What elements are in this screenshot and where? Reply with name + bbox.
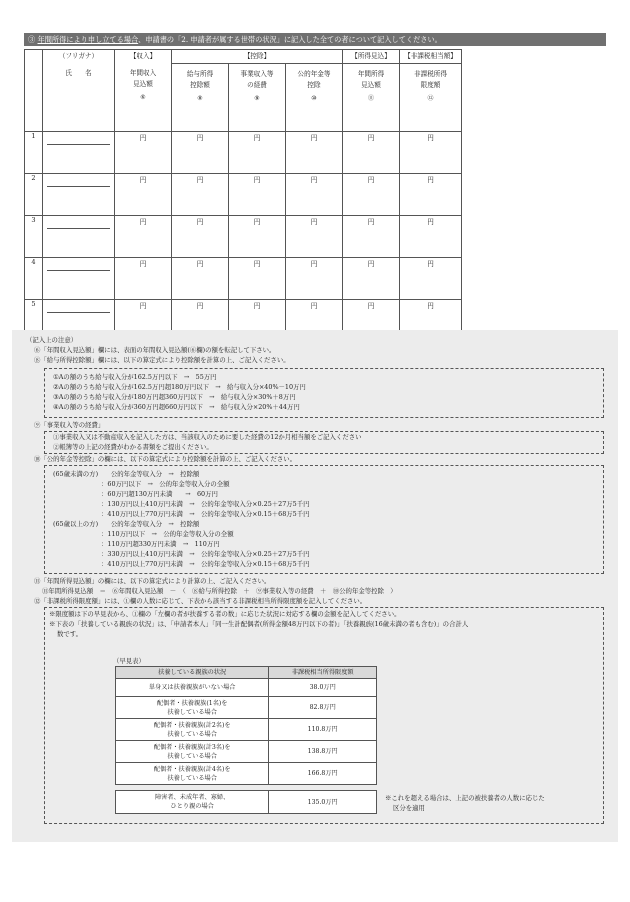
name-field[interactable] — [43, 271, 114, 297]
yen-unit: 円 — [310, 176, 318, 184]
yen-unit: 円 — [139, 176, 147, 184]
pension-line: ：60万円超130万円未満 → 60万円 — [101, 490, 218, 498]
amount-field[interactable] — [343, 174, 400, 216]
amount-field[interactable] — [286, 258, 343, 300]
banner-underlined: 年間所得により申し立てる場合 — [37, 35, 139, 44]
hayami-row — [116, 741, 377, 763]
hayami-row — [116, 679, 377, 697]
table-row — [25, 216, 462, 258]
hayami-amount: 166.8万円 — [269, 763, 377, 785]
yen-unit: 円 — [139, 134, 147, 142]
amount-field[interactable] — [400, 216, 462, 258]
yen-unit: 円 — [427, 260, 434, 268]
furigana-field[interactable] — [47, 258, 110, 271]
yen-unit: 円 — [196, 134, 204, 142]
notes-title: （記入上の注意） — [26, 336, 78, 344]
note-12-box — [44, 607, 604, 824]
hayami-amount: 138.8万円 — [269, 741, 377, 763]
row-number: 1 — [25, 132, 43, 174]
pension-line: (65歳以上の方) 公的年金等収入分 → 控除額 — [53, 520, 200, 528]
over-note: ※これを超える場合は、上記の被扶養者の人数に応じた — [385, 794, 545, 802]
name-cell[interactable] — [43, 258, 115, 300]
note-9-item: ①事業収入又は不動産収入を記入した方は、当該収入のために要した経費の12か月相当額をご記入ください — [53, 433, 362, 441]
pension-line: ：130万円以上410万円未満 → 公的年金等収入分×0.25＋27万5千円 — [101, 500, 310, 508]
table-row — [25, 258, 462, 300]
yen-unit: 円 — [196, 218, 204, 226]
note-8-box — [44, 368, 604, 418]
yen-unit: 円 — [139, 302, 147, 310]
hayami-amount: 38.0万円 — [269, 679, 377, 697]
note-10: ⑩「公的年金等控除」の欄には、以下の算定式により控除額を計算の上、ご記入ください。 — [34, 455, 297, 463]
amount-field[interactable] — [229, 216, 286, 258]
hayami-row — [116, 697, 377, 719]
hayami-row — [116, 763, 377, 785]
name-cell[interactable] — [43, 216, 115, 258]
yen-unit: 円 — [367, 302, 375, 310]
amount-field[interactable] — [343, 132, 400, 174]
row-number: 4 — [25, 258, 43, 300]
pension-line: ：110万円超330万円未満 → 110万円 — [101, 540, 220, 548]
yen-unit: 円 — [196, 302, 204, 310]
section-banner — [24, 33, 606, 46]
yen-unit: 円 — [253, 218, 261, 226]
header-deductions: 【控除】 給与所得 控除額 ⑧ 事業収入等 の経費 ⑨ 公的年金等 控除 ⑩ — [172, 50, 343, 132]
amount-field[interactable] — [172, 258, 229, 300]
header-business-expense: 事業収入等 の経費 ⑨ — [228, 64, 285, 131]
banner-number: ③ — [28, 35, 36, 44]
pension-line: ：330万円以上410万円未満 → 公的年金等収入分×0.25＋27万5千円 — [101, 550, 310, 558]
note-8-item: ②Aの額のうち給与収入分が162.5万円超180万円以下 → 給与収入分×40%－10万円 — [53, 383, 306, 391]
banner-text: 、申請書の「2. 申請者が属する世帯の状況」に記入した全ての者について記入してください。 — [138, 35, 442, 44]
name-field[interactable] — [43, 145, 114, 171]
furigana-field[interactable] — [47, 174, 110, 187]
yen-unit: 円 — [310, 260, 318, 268]
amount-field[interactable] — [115, 174, 172, 216]
yen-unit: 円 — [196, 260, 204, 268]
header-number — [25, 50, 43, 132]
note-6: ⑥「年間収入見込額」欄には、表面の年間収入見込額(⑥欄)の額を転記して下さい。 — [34, 346, 276, 354]
amount-field[interactable] — [115, 258, 172, 300]
header-salary-deduction: 給与所得 控除額 ⑧ — [186, 70, 214, 103]
yen-unit: 円 — [367, 176, 375, 184]
name-cell[interactable] — [43, 132, 115, 174]
note-9-box — [44, 431, 604, 454]
note-8-item: ③Aの額のうち給与収入分が180万円超360万円以下 → 給与収入分×30%＋8万円 — [53, 393, 296, 401]
amount-field[interactable] — [343, 216, 400, 258]
amount-field[interactable] — [229, 258, 286, 300]
yen-unit: 円 — [427, 218, 434, 226]
pension-line: ：60万円以下 → 公的年金等収入分の全額 — [101, 480, 230, 488]
header-pension-deduction: 公的年金等 控除 ⑩ — [285, 64, 342, 131]
hayami-status: 単身又は扶養親族がいない場合 — [116, 679, 269, 697]
name-cell[interactable] — [43, 174, 115, 216]
yen-unit: 円 — [427, 176, 434, 184]
yen-unit: 円 — [367, 260, 375, 268]
yen-unit: 円 — [310, 302, 318, 310]
amount-field[interactable] — [229, 132, 286, 174]
amount-field[interactable] — [400, 132, 462, 174]
pension-line: (65歳未満の方) 公的年金等収入分 → 控除額 — [53, 470, 200, 478]
yen-unit: 円 — [139, 218, 147, 226]
hayami-status: 配偶者・扶養親族(計3名)を 扶養している場合 — [116, 741, 269, 763]
hayami-status: 配偶者・扶養親族(計2名)を 扶養している場合 — [116, 719, 269, 741]
table-row — [25, 174, 462, 216]
hayami-row — [116, 719, 377, 741]
hayami-table-special — [115, 790, 377, 814]
yen-unit: 円 — [253, 260, 261, 268]
yen-unit: 円 — [367, 218, 375, 226]
hayami-amount: 82.8万円 — [269, 697, 377, 719]
table-row — [25, 132, 462, 174]
yen-unit: 円 — [310, 134, 318, 142]
yen-unit: 円 — [139, 260, 147, 268]
amount-field[interactable] — [172, 174, 229, 216]
header-annual-income: 【所得見込】 年間所得 見込額 ⑪ — [343, 50, 400, 132]
furigana-field[interactable] — [47, 216, 110, 229]
row-number: 5 — [25, 300, 43, 342]
note-9-item: ②帳簿等の上記の経費がわかる書類をご提出ください。 — [53, 443, 213, 451]
amount-field[interactable] — [115, 132, 172, 174]
note-10-box — [44, 465, 604, 574]
hayami-amount: 110.8万円 — [269, 719, 377, 741]
note-11: ⑪「年間所得見込額」の欄には、以下の算定式により計算の上、ご記入ください。 — [34, 577, 271, 585]
header-nontaxable-limit: 【非課税相当額】 非課税所得 限度額 ⑫ — [400, 50, 462, 132]
header-income: 【収入】 年間収入 見込額 ⑥ — [115, 50, 172, 132]
note-9: ⑨「事業収入等の経費」 — [34, 421, 105, 429]
note-8-item: ①Aの額のうち給与収入分が162.5万円以下 → 55万円 — [53, 373, 217, 381]
hayami-header: 扶養している親族の状況 非課税相当所得限度額 — [116, 667, 377, 679]
note-11-formula: ⑪年間所得見込額 ＝ ⑥年間収入見込額 － （ ⑧給与所得控除 ＋ ⑨事業収入等の経費 ＋ ⑩公的年金等控除 ） — [42, 587, 397, 595]
yen-unit: 円 — [427, 302, 434, 310]
yen-unit: 円 — [310, 218, 318, 226]
hayami-status: 配偶者・扶養親族(1名)を 扶養している場合 — [116, 697, 269, 719]
pension-line: ：410万円以上770万円未満 → 公的年金等収入分×0.15＋68万5千円 — [101, 560, 310, 568]
yen-unit: 円 — [196, 176, 204, 184]
yen-unit: 円 — [253, 176, 261, 184]
notes-section — [12, 330, 618, 842]
pension-line: ：410万円以上770万円未満 → 公的年金等収入分×0.15＋68万5千円 — [101, 510, 310, 518]
hayami-table — [115, 666, 377, 785]
row-number: 2 — [25, 174, 43, 216]
hayami-title: （早見表） — [113, 657, 145, 665]
hayami-status: 配偶者・扶養親族(計4名)を 扶養している場合 — [116, 763, 269, 785]
note-12-line: ※下表の「扶養している親族の状況」は、「申請者本人」「同一生計配偶者(所得金額48万円以下の者)」「扶養親族(16歳未満の者も含む)」の合計人 — [49, 620, 469, 628]
amount-field[interactable] — [286, 132, 343, 174]
hayami-row: 障害者、未成年者、寡婦、 ひとり親の場合 135.0万円 — [116, 791, 377, 814]
row-number: 3 — [25, 216, 43, 258]
amount-field[interactable] — [115, 216, 172, 258]
note-12-line: 数です。 — [57, 630, 83, 638]
amount-field[interactable] — [172, 216, 229, 258]
yen-unit: 円 — [253, 302, 261, 310]
note-8: ⑧「給与所得控除額」欄には、以下の算定式により控除額を計算の上、ご記入ください。 — [34, 356, 290, 364]
amount-field[interactable] — [229, 174, 286, 216]
amount-field[interactable] — [343, 258, 400, 300]
name-field[interactable] — [43, 229, 114, 255]
income-table — [24, 49, 462, 342]
yen-unit: 円 — [427, 134, 434, 142]
furigana-field[interactable] — [47, 300, 110, 313]
yen-unit: 円 — [253, 134, 261, 142]
note-8-item: ④Aの額のうち給与収入分が360万円超660万円以下 → 給与収入分×20%＋44万円 — [53, 403, 300, 411]
note-12: ⑫「非課税所得限度額」には、①欄の人数に応じて、下表から該当する非課税相当所得限度額を記入してください。 — [34, 597, 367, 605]
over-note: 区分を適用 — [393, 804, 425, 812]
amount-field[interactable] — [286, 174, 343, 216]
header-name: （フリガナ） 氏 名 — [43, 50, 115, 132]
amount-field[interactable] — [286, 216, 343, 258]
furigana-field[interactable] — [47, 132, 110, 145]
amount-field[interactable] — [400, 174, 462, 216]
note-12-line: ※限度額は下の早見表から、①欄の「左欄の者が扶養する者の数」に応じた状況に対応する欄の金額を記入してください。 — [49, 610, 401, 618]
yen-unit: 円 — [367, 134, 375, 142]
pension-line: ：110万円以下 → 公的年金等収入分の全額 — [101, 530, 234, 538]
amount-field[interactable] — [400, 258, 462, 300]
amount-field[interactable] — [172, 132, 229, 174]
name-field[interactable] — [43, 187, 114, 213]
table-header-row — [25, 50, 462, 132]
